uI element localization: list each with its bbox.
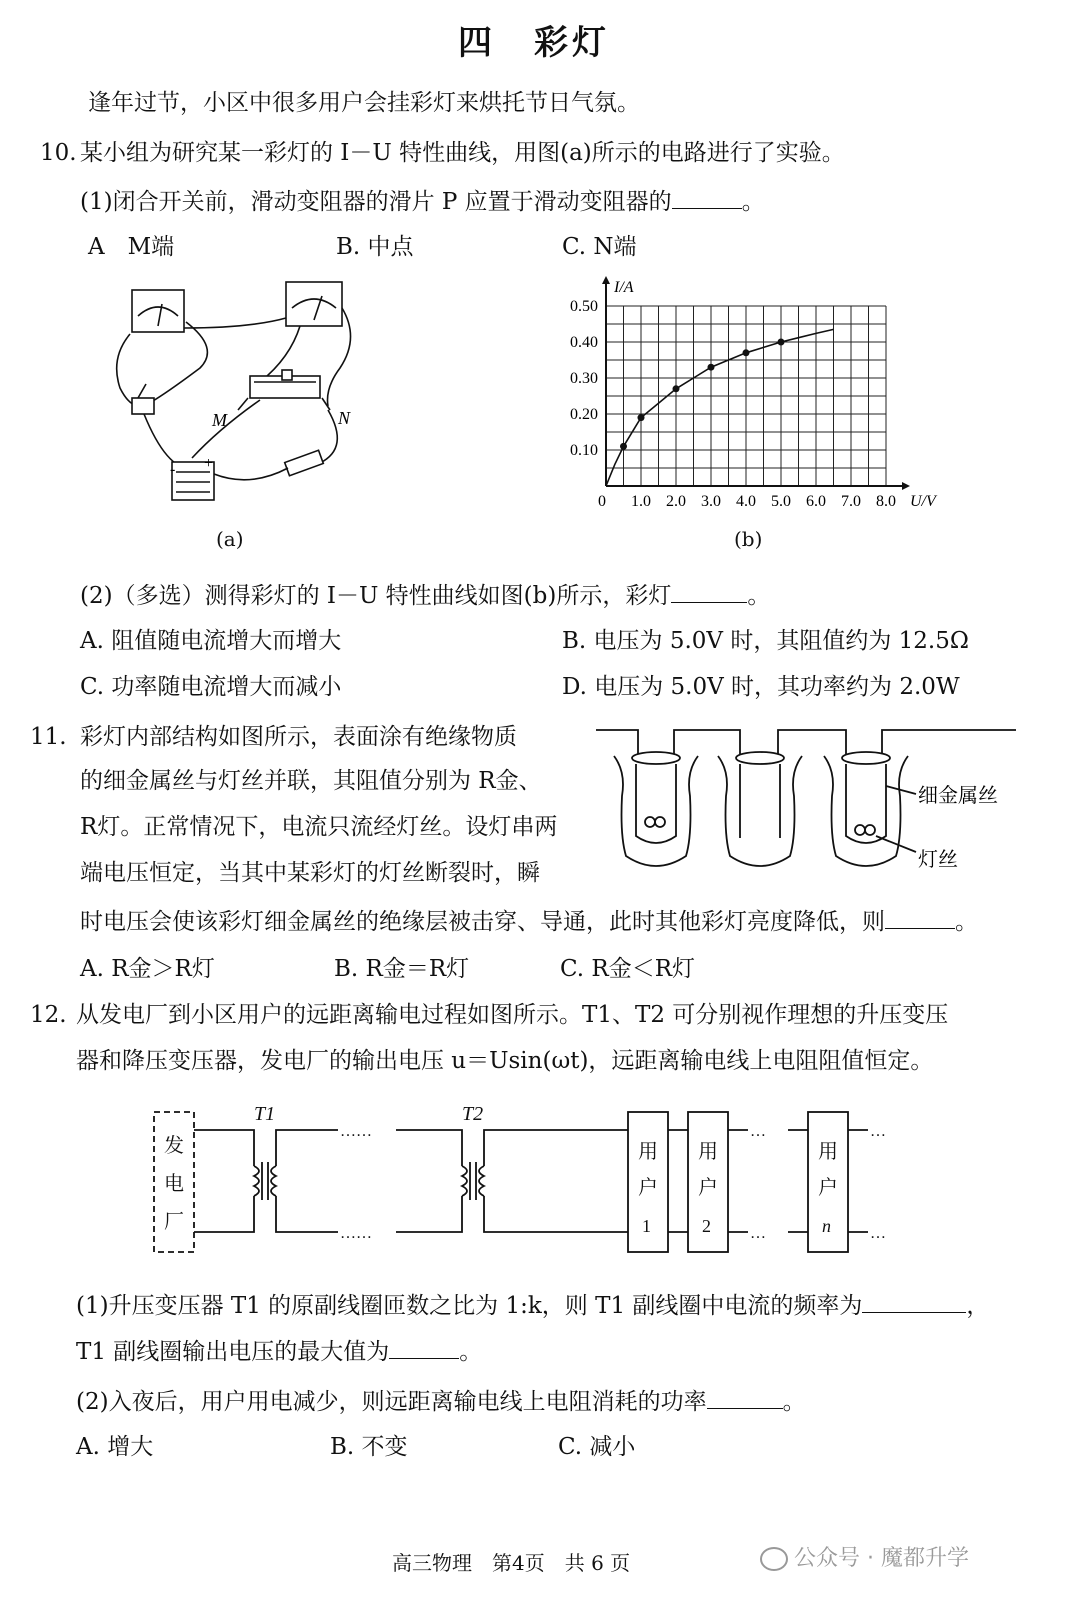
label-plus: +	[204, 455, 214, 472]
iu-chart	[556, 268, 946, 518]
y-tick-label: 0.40	[570, 334, 598, 351]
bulb-icon	[718, 752, 802, 866]
plant-char-3: 厂	[164, 1211, 184, 1233]
q10-sub2-option-b[interactable]: B. 电压为 5.0V 时，其阻值约为 12.5Ω	[562, 628, 969, 654]
q12-sub2-end: 。	[782, 1389, 806, 1415]
q11-line-5-text: 时电压会使该彩灯细金属丝的绝缘层被击穿、导通，此时其他彩灯亮度降低，则	[80, 909, 885, 935]
label-m: M	[212, 410, 227, 430]
user1-char-3: 1	[642, 1216, 651, 1236]
q11-line-5-end: 。	[955, 909, 978, 935]
label-minus: -	[170, 461, 176, 478]
bulb-string-diagram	[596, 726, 1036, 886]
fig-b-caption: (b)	[734, 527, 763, 551]
coil-icon	[254, 1166, 259, 1196]
coil-icon	[462, 1166, 467, 1196]
dots: …	[870, 1225, 886, 1242]
data-point	[708, 364, 715, 371]
q10-sub2-option-c[interactable]: C. 功率随电流增大而减小	[80, 674, 342, 700]
q11-line-1: 彩灯内部结构如图所示，表面涂有绝缘物质	[80, 724, 517, 750]
q10-sub1-option-a[interactable]: A M端	[88, 234, 175, 260]
data-point	[778, 339, 785, 346]
q12-sub1-line1-end: ，	[966, 1293, 990, 1319]
q10-sub1-text: (1)闭合开关前，滑动变阻器的滑片 P 应置于滑动变阻器的	[80, 189, 672, 215]
y-tick-label: 0.30	[570, 370, 598, 387]
dots: …	[750, 1123, 766, 1140]
q12-line-1: 从发电厂到小区用户的远距离输电过程如图所示。T1、T2 可分别视作理想的升压变压	[76, 1002, 949, 1028]
dots: ……	[340, 1225, 372, 1242]
q10-sub2-option-a[interactable]: A. 阻值随电流增大而增大	[80, 628, 342, 654]
data-point	[743, 349, 750, 356]
q10-sub2-option-d[interactable]: D. 电压为 5.0V 时，其功率约为 2.0W	[562, 674, 960, 700]
q11-line-2: 的细金属丝与灯丝并联，其阻值分别为 R金、	[80, 768, 542, 794]
bulb-icon	[614, 752, 698, 866]
watermark-text: 公众号 · 魔都升学	[794, 1546, 969, 1571]
intro-text: 逢年过节，小区中很多用户会挂彩灯来烘托节日气氛。	[88, 90, 640, 116]
user2-char-2: 户	[698, 1177, 718, 1199]
x-tick-label: 7.0	[841, 493, 861, 510]
q12-sub2	[76, 1386, 806, 1417]
answer-blank[interactable]	[389, 1336, 459, 1359]
x-tick-label: 5.0	[771, 493, 791, 510]
q10-number: 10.	[40, 140, 77, 166]
q12-sub1-line2	[76, 1336, 482, 1367]
coil-icon	[271, 1166, 276, 1196]
answer-blank[interactable]	[672, 186, 742, 209]
q11-option-b[interactable]: B. R金＝R灯	[334, 956, 470, 982]
answer-blank[interactable]	[862, 1290, 966, 1313]
x-axis-label: U/V	[910, 493, 936, 510]
x-tick-label: 3.0	[701, 493, 721, 510]
plant-char-1: 发	[164, 1135, 184, 1157]
q10-sub2-text: (2)（多选）测得彩灯的 I－U 特性曲线如图(b)所示，彩灯	[80, 583, 672, 609]
fig-a-caption: (a)	[216, 527, 244, 551]
usern-char-2: 户	[818, 1177, 838, 1199]
data-point	[638, 414, 645, 421]
q11-line-4: 端电压恒定，当其中某彩灯的灯丝断裂时，瞬	[80, 860, 540, 886]
coil-icon	[479, 1166, 484, 1196]
switch-icon	[132, 398, 154, 414]
y-tick-label: 0.20	[570, 406, 598, 423]
user2-char-1: 用	[698, 1141, 718, 1163]
x-tick-label: 8.0	[876, 493, 896, 510]
q10-sub1-option-c[interactable]: C. N端	[562, 234, 637, 260]
q11-line-5	[80, 906, 978, 937]
answer-blank[interactable]	[885, 906, 955, 929]
q12-sub2-option-b[interactable]: B. 不变	[330, 1434, 408, 1460]
q10-sub1	[80, 186, 765, 217]
q12-sub1-line2-end: 。	[459, 1339, 483, 1365]
q12-sub2-option-a[interactable]: A. 增大	[76, 1434, 154, 1460]
q10-stem: 某小组为研究某一彩灯的 I－U 特性曲线，用图(a)所示的电路进行了实验。	[80, 140, 845, 166]
transmission-diagram	[150, 1100, 900, 1260]
q11-option-c[interactable]: C. R金＜R灯	[560, 956, 696, 982]
dots: …	[870, 1123, 886, 1140]
t2-label: T2	[462, 1103, 484, 1125]
y-tick-label: 0.10	[570, 442, 598, 459]
x-tick-label: 6.0	[806, 493, 826, 510]
q11-option-a[interactable]: A. R金＞R灯	[80, 956, 215, 982]
x-axis-arrow	[902, 482, 910, 490]
q11-number: 11.	[30, 724, 67, 750]
section-title: 四 彩灯	[458, 23, 610, 63]
q11-line-3: R灯。正常情况下，电流只流经灯丝。设灯串两	[80, 814, 558, 840]
q12-sub1-line2-text: T1 副线圈输出电压的最大值为	[76, 1339, 390, 1365]
answer-blank[interactable]	[671, 580, 747, 603]
dots: ……	[340, 1123, 372, 1140]
usern-char-3: n	[822, 1216, 831, 1236]
plant-char-2: 电	[164, 1173, 184, 1195]
data-point	[620, 443, 627, 450]
label-filament: 灯丝	[918, 849, 958, 871]
wechat-icon	[760, 1547, 788, 1571]
q10-sub2	[80, 580, 770, 611]
bulb-icon	[824, 752, 908, 866]
q10-sub1-end: 。	[741, 189, 765, 215]
x-tick-label: 2.0	[666, 493, 686, 510]
q12-sub2-option-c[interactable]: C. 减小	[558, 1434, 636, 1460]
x-tick-label: 0	[598, 493, 606, 510]
answer-blank[interactable]	[707, 1386, 783, 1409]
circuit-diagram-a	[100, 278, 380, 518]
y-axis-label: I/A	[614, 279, 634, 296]
iu-curve	[606, 329, 834, 486]
q12-sub1-line1-text: (1)升压变压器 T1 的原副线圈匝数之比为 1:k，则 T1 副线圈中电流的频率为	[76, 1293, 863, 1319]
label-n: N	[338, 408, 351, 428]
user1-char-2: 户	[638, 1177, 658, 1199]
user1-char-1: 用	[638, 1141, 658, 1163]
q10-sub1-option-b[interactable]: B. 中点	[336, 234, 414, 260]
dots: …	[750, 1225, 766, 1242]
usern-char-1: 用	[818, 1141, 838, 1163]
lamp-icon	[285, 450, 324, 475]
page-footer: 高三物理 第4页 共 6 页	[392, 1551, 631, 1575]
y-tick-label: 0.50	[570, 298, 598, 315]
q12-sub1-line1	[76, 1290, 989, 1321]
q12-sub2-text: (2)入夜后，用户用电减少，则远距离输电线上电阻消耗的功率	[76, 1389, 707, 1415]
y-axis-arrow	[602, 276, 610, 284]
x-tick-label: 1.0	[631, 493, 651, 510]
data-point	[673, 385, 680, 392]
q12-number: 12.	[30, 1002, 67, 1028]
x-tick-label: 4.0	[736, 493, 756, 510]
user2-char-3: 2	[702, 1216, 711, 1236]
q10-sub2-end: 。	[747, 583, 771, 609]
t1-label: T1	[254, 1103, 276, 1125]
label-wire: 细金属丝	[918, 785, 998, 807]
watermark	[760, 1544, 969, 1574]
q12-line-2: 器和降压变压器，发电厂的输出电压 u＝Usin(ωt)，远距离输电线上电阻阻值恒定。	[76, 1048, 934, 1074]
